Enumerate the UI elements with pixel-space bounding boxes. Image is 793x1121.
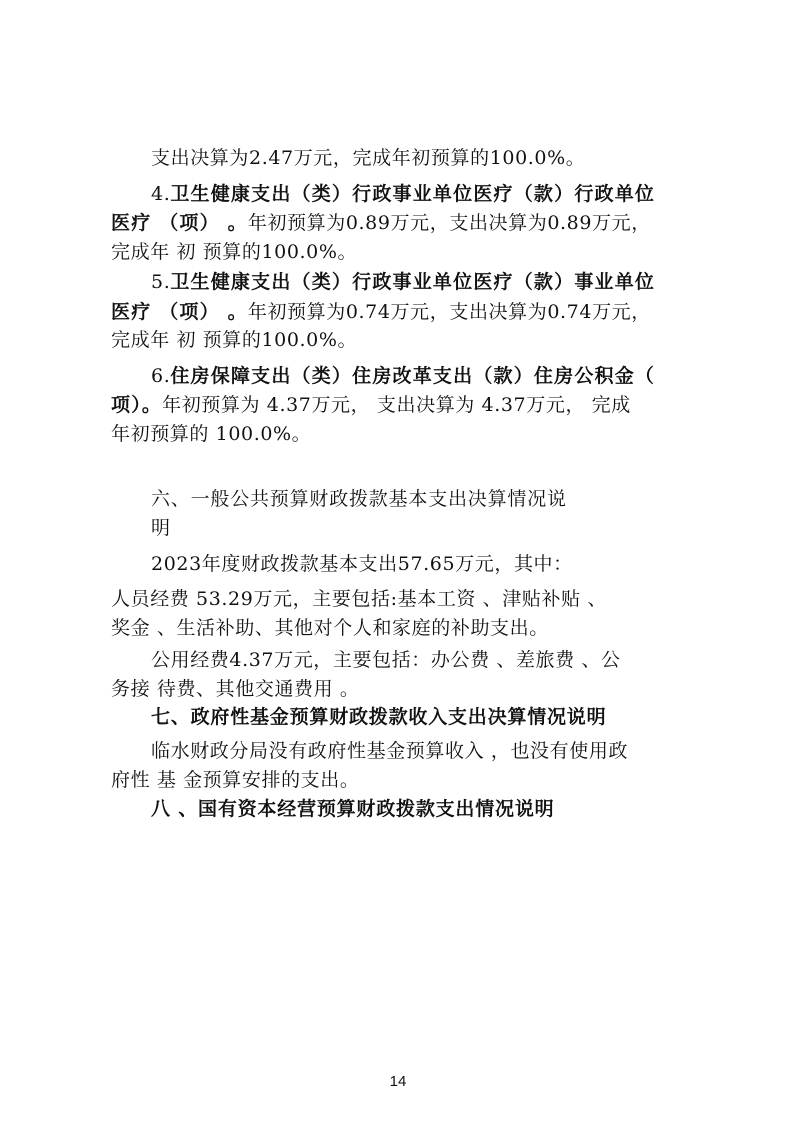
item-4-title-end: 医疗 （项） 。 bbox=[111, 212, 248, 234]
section-6-line-2: 人员经费 53.29万元，主要包括:基本工资 、津贴补贴 、 bbox=[111, 588, 607, 610]
section-7-line-1: 临水财政分局没有政府性基金预算收入 ，也没有使用政 bbox=[151, 740, 629, 762]
item-6-line-3: 年初预算的 100.0%。 bbox=[111, 423, 312, 445]
item-6-text: 年初预算为 4.37万元， 支出决算为 4.37万元， 完成 bbox=[162, 394, 631, 416]
item-5-title: 卫生健康支出（类）行政事业单位医疗（款）事业单位 bbox=[170, 271, 656, 293]
item-6-title-end: 项）。 bbox=[111, 394, 163, 416]
item-5-line-2 bbox=[111, 300, 651, 324]
item-6-line-2 bbox=[111, 393, 631, 417]
item-5-text: 年初预算为0.74万元，支出决算为0.74万元， bbox=[247, 301, 651, 323]
page-number: 14 bbox=[389, 1073, 407, 1090]
section-6-line-4: 公用经费4.37万元，主要包括：办公费 、差旅费 、公 bbox=[151, 649, 621, 671]
item-4-line-3: 完成年 初 预算的100.0%。 bbox=[111, 241, 358, 263]
section-7-line-2: 府性 基 金预算安排的支出。 bbox=[111, 769, 360, 791]
item-4-line-1 bbox=[151, 182, 655, 206]
item-6-number: 6. bbox=[151, 365, 171, 387]
item-4-text: 年初预算为0.89万元，支出决算为0.89万元， bbox=[247, 212, 651, 234]
item-5-line-3: 完成年 初 预算的100.0%。 bbox=[111, 329, 358, 351]
item-4-line-2 bbox=[111, 211, 651, 235]
section-7-heading: 七、政府性基金预算财政拨款收入支出决算情况说明 bbox=[151, 706, 607, 728]
item-5-number: 5. bbox=[151, 271, 171, 293]
section-6-line-5: 务接 待费、其他交通费用 。 bbox=[111, 678, 360, 700]
body-line: 支出决算为2.47万元，完成年初预算的100.0%。 bbox=[151, 147, 586, 169]
item-4-number: 4. bbox=[151, 183, 171, 205]
section-6-line-1: 2023年度财政拨款基本支出57.65万元，其中： bbox=[151, 553, 573, 575]
item-6-line-1 bbox=[151, 364, 655, 388]
section-6-heading: 六、一般公共预算财政拨款基本支出决算情况说 bbox=[151, 488, 567, 510]
item-5-title-end: 医疗 （项） 。 bbox=[111, 301, 248, 323]
section-6-heading-wrap: 明 bbox=[151, 517, 171, 539]
section-8-heading: 八 、国有资本经营预算财政拨款支出情况说明 bbox=[151, 798, 555, 820]
item-5-line-1 bbox=[151, 270, 655, 294]
item-4-title: 卫生健康支出（类）行政事业单位医疗（款）行政单位 bbox=[170, 183, 656, 205]
item-6-title: 住房保障支出（类）住房改革支出（款）住房公积金（ bbox=[170, 365, 656, 387]
section-6-line-3: 奖金 、生活补助、其他对个人和家庭的补助支出。 bbox=[111, 617, 549, 639]
